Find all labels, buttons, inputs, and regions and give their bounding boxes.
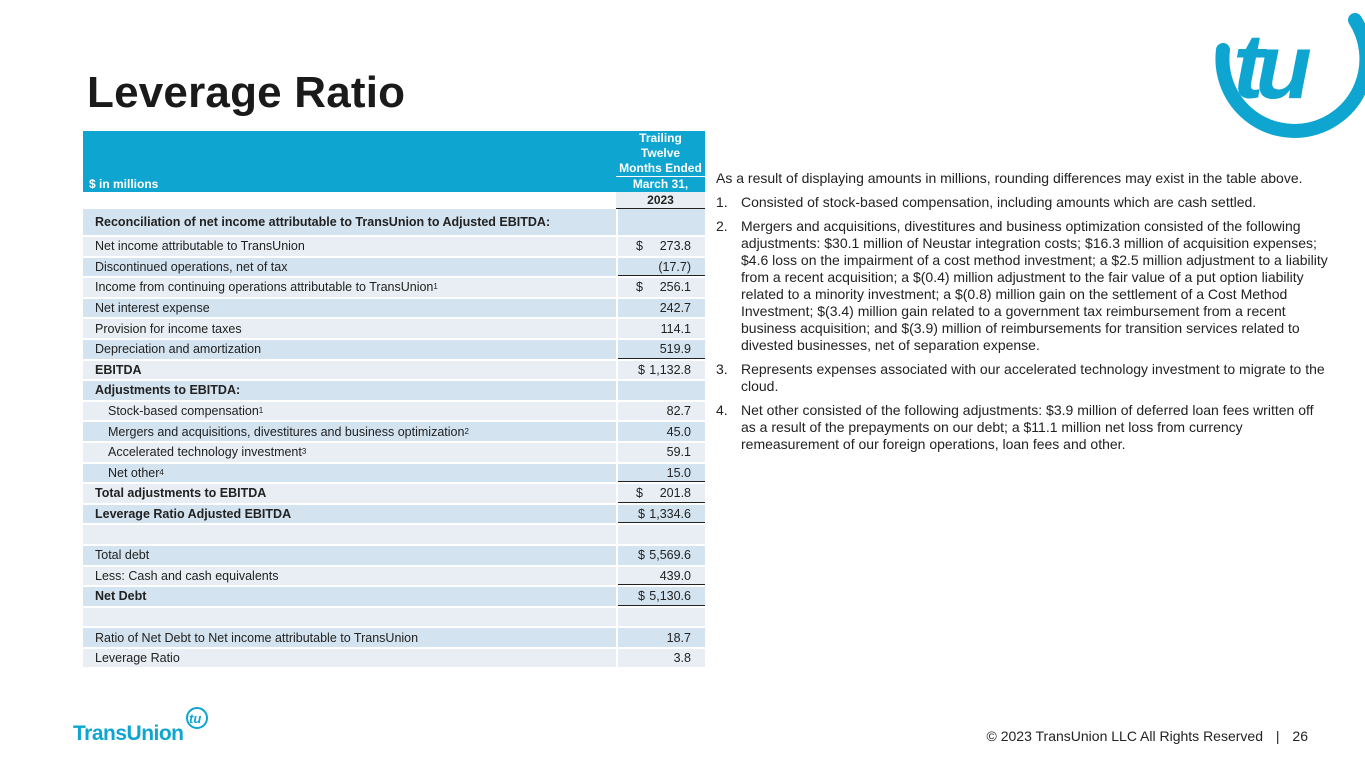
page-title: Leverage Ratio — [87, 68, 406, 117]
footnotes — [716, 170, 1328, 460]
table-header — [83, 131, 705, 192]
copyright: © 2023 TransUnion LLC All Rights Reserved — [986, 728, 1263, 744]
year-row — [83, 192, 705, 209]
logo-small-mark: tu — [189, 711, 202, 726]
table-row: Less: Cash and cash equivalents 439.0 — [83, 567, 705, 588]
table-row: EBITDA $ 1,132.8 — [83, 361, 705, 382]
table-row: Net income attributable to TransUnion $ 273.8 — [83, 237, 705, 258]
list-item: 3. Represents expenses associated with our accelerated technology investment to migrate to the cloud. — [716, 361, 1325, 394]
table-row: Accelerated technology investment 3 59.1 — [83, 443, 705, 464]
table-row: Net Debt $ 5,130.6 — [83, 587, 705, 608]
header-line-2: Twelve — [640, 146, 681, 160]
year-label: 2023 — [616, 192, 705, 209]
table-row: Provision for income taxes 114.1 — [83, 319, 705, 340]
header-line-1: Trailing — [639, 131, 682, 145]
footer-separator: | — [1275, 728, 1280, 744]
header-line-3: Months Ended — [616, 161, 705, 177]
logo-wordmark: TransUnion — [73, 722, 184, 744]
leverage-table — [83, 131, 705, 669]
header-period — [616, 131, 705, 192]
table-row: Adjustments to EBITDA: — [83, 381, 705, 402]
table-row: Stock-based compensation 1 82.7 — [83, 402, 705, 423]
table-row: Depreciation and amortization 519.9 — [83, 340, 705, 361]
table-row: Mergers and acquisitions, divestitures and business optimization 2 45.0 — [83, 422, 705, 443]
table-row: Total debt $ 5,569.6 — [83, 546, 705, 567]
table-row: Net interest expense 242.7 — [83, 299, 705, 320]
table-row: Income from continuing operations attributable to TransUnion 1 $ 256.1 — [83, 278, 705, 299]
notes-list — [716, 194, 1328, 453]
table-row: Reconciliation of net income attributable to TransUnion to Adjusted EBITDA: — [83, 209, 705, 237]
table-row: Total adjustments to EBITDA $ 201.8 — [83, 484, 705, 505]
table-row: Ratio of Net Debt to Net income attributable to TransUnion 18.7 — [83, 628, 705, 649]
list-item: 4. Net other consisted of the following adjustments: $3.9 million of deferred loan fees written off as a result of the prepayments on our debt; a $11.1 million net loss from currency remeasurement of our foreign operations, loan fees and other. — [716, 402, 1314, 452]
footer — [987, 728, 1308, 744]
table-row: Leverage Ratio Adjusted EBITDA $ 1,334.6 — [83, 505, 705, 526]
transunion-logo — [72, 704, 212, 744]
header-line-4: March 31, — [632, 177, 689, 191]
notes-intro: As a result of displaying amounts in millions, rounding differences may exist in the table above. — [716, 170, 1303, 186]
page-number: 26 — [1292, 728, 1308, 744]
transunion-logo-mark-icon — [1205, 0, 1365, 155]
header-label: $ in millions — [89, 177, 159, 191]
logo-mark-text: tu — [1233, 16, 1304, 118]
table-row — [83, 525, 705, 546]
list-item: 2. Mergers and acquisitions, divestitures and business optimization consisted of the following adjustments: $30.1 million of Neustar integration costs; $16.3 million of acquisition expenses; $4.6 loss on the impairment of a cost method investment; a $2.5 million adjustment to a liability from a recent acquisition; a $(0.4) million adjustment to the fair value of a put option liability related to a minority investment; a $(0.8) million gain on the settlement of a Cost Method Investment; $(3.4) million gain related to a government tax reimbursement from a recent business acquisition; and $(3.9) million of reimbursements for transition services related to divested businesses, net of separation expense. — [716, 218, 1328, 353]
list-item: 1. Consisted of stock-based compensation, including amounts which are cash settled. — [716, 194, 1257, 210]
table-row — [83, 608, 705, 629]
table-row: Discontinued operations, net of tax (17.7) — [83, 258, 705, 279]
table-row: Leverage Ratio 3.8 — [83, 649, 705, 670]
table-row: Net other 4 15.0 — [83, 464, 705, 485]
